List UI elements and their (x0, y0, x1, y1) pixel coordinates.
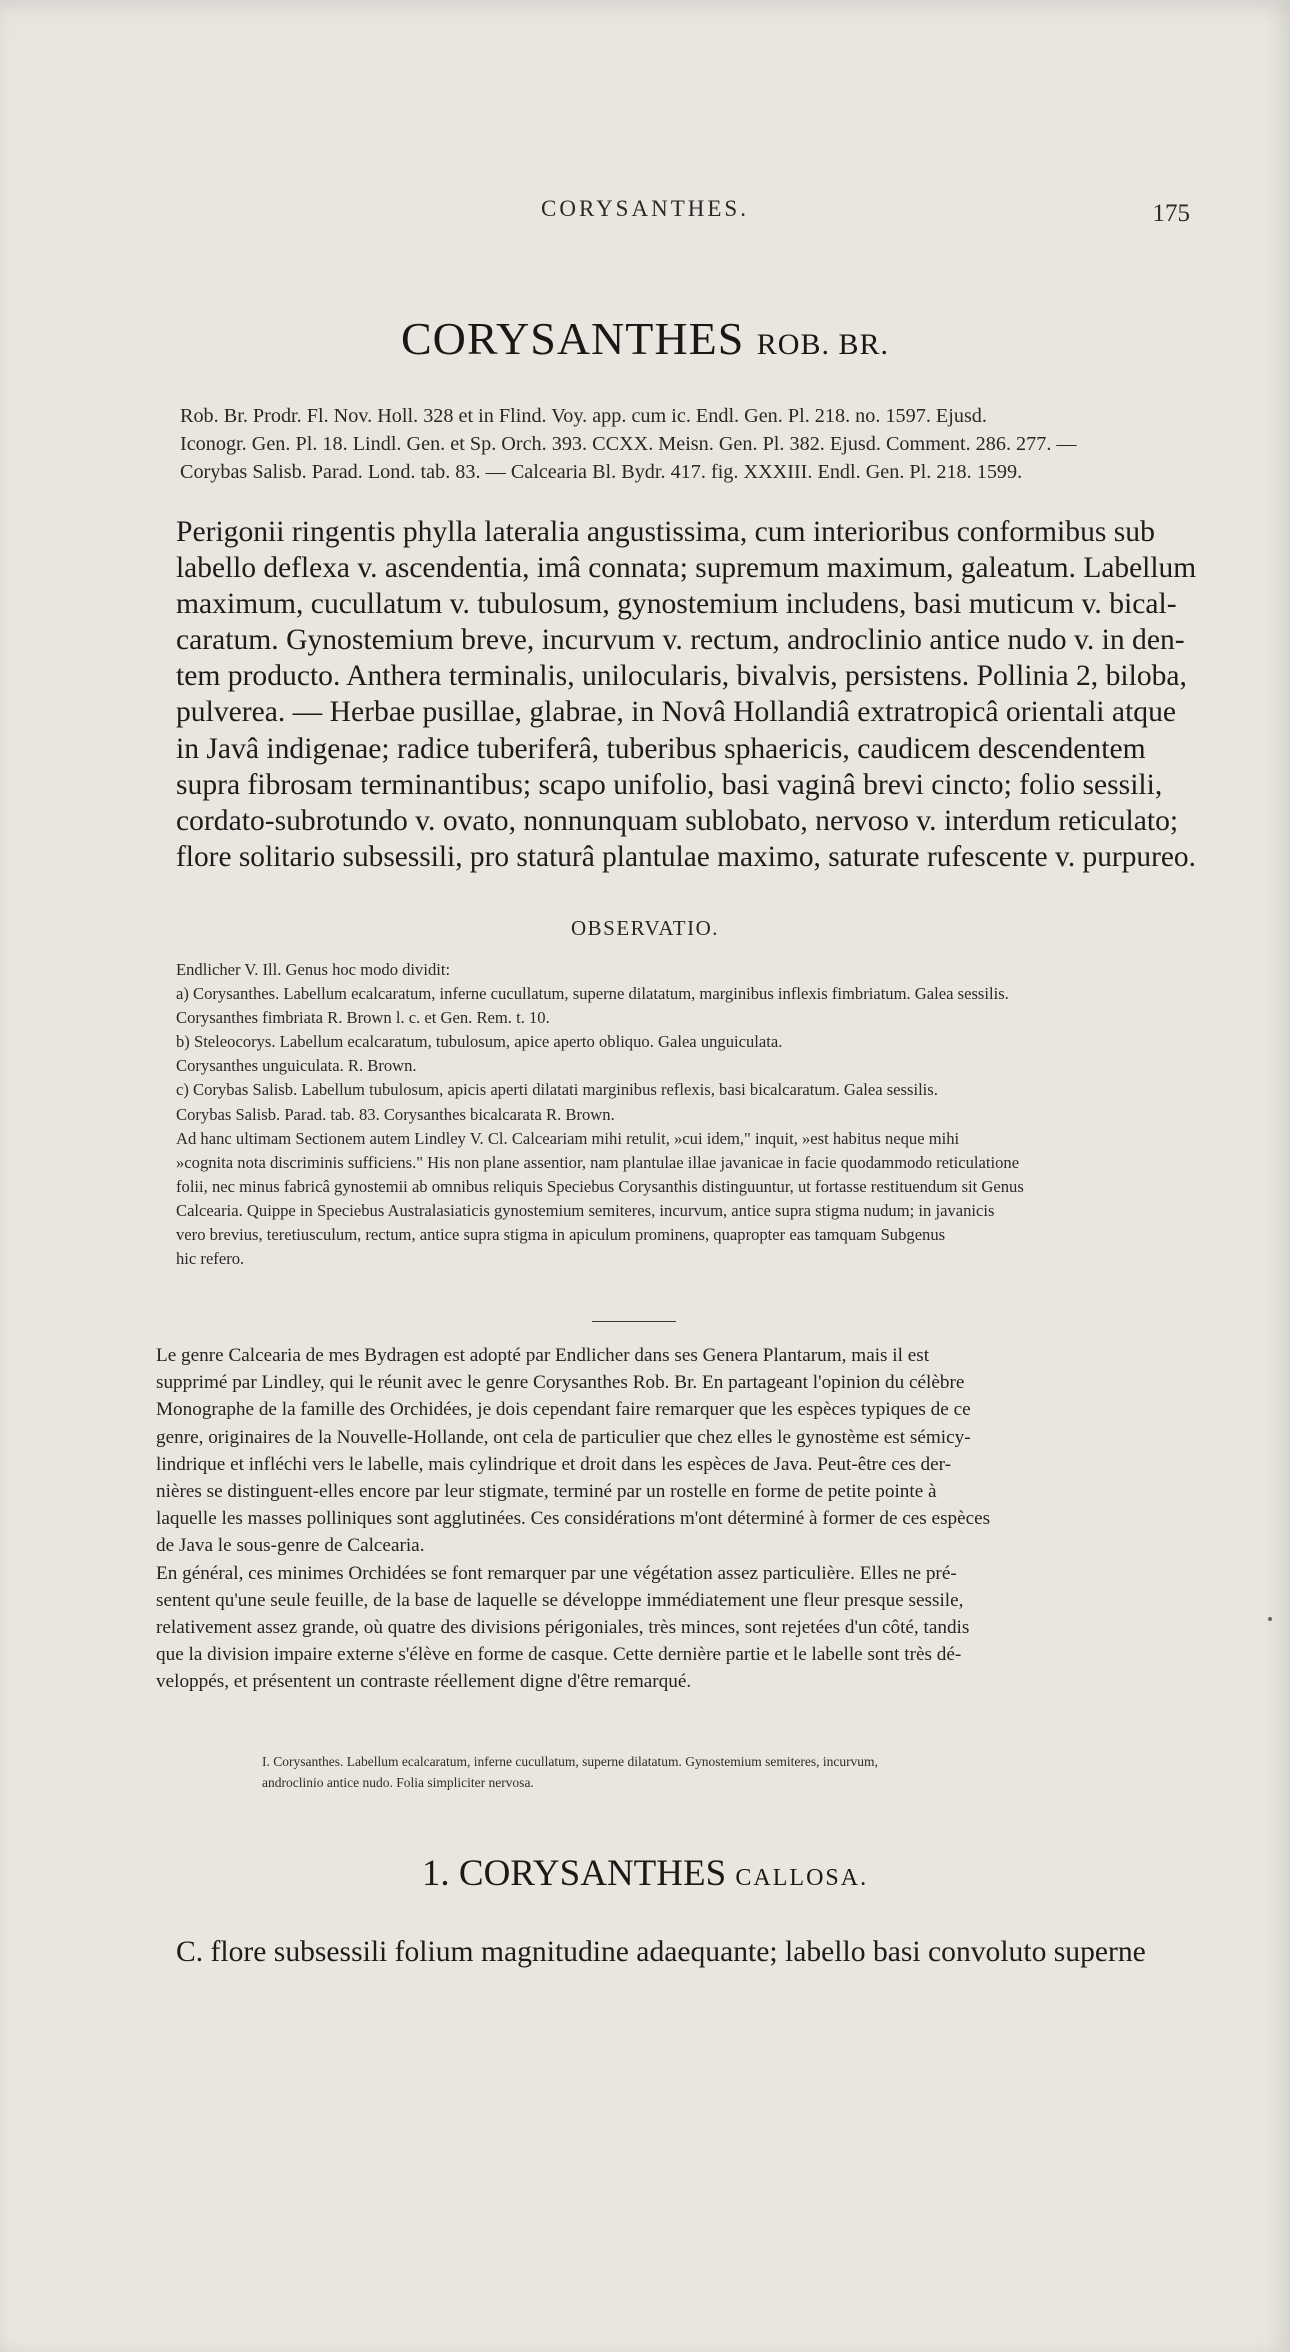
species-number: 1. (421, 1853, 450, 1894)
genus-description (176, 514, 1196, 875)
species-diagnosis (176, 1934, 1196, 1970)
commentary-line: veloppés, et présentent un contraste réellement digne d'être remarqué. (156, 1671, 692, 1693)
commentary-line: sentent qu'une seule feuille, de la base de laquelle se développe immédiatement une fleur presque sessile, (156, 1589, 964, 1611)
observatio-line: b) Steleocorys. Labellum ecalcaratum, tubulosum, apice aperto obliquo. Galea unguiculata. (176, 1032, 783, 1052)
genus-title (0, 312, 1290, 365)
description-line: maximum, cucullatum v. tubulosum, gynostemium includens, basi muticum v. bical- (176, 588, 1177, 621)
french-commentary (156, 1342, 1196, 1696)
commentary-line: Monographe de la famille des Orchidées, je dois cependant faire remarquer que les espèces typiques de ce (156, 1399, 971, 1421)
commentary-line: laquelle les masses polliniques sont agglutinées. Ces considérations m'ont déterminé à former de ces espèces (156, 1508, 991, 1530)
commentary-line: nières se distinguent-elles encore par leur stigmate, terminé par un rostelle en forme de petite pointe à (156, 1481, 937, 1503)
observatio-text (176, 958, 1194, 1271)
subgenus-key (262, 1751, 1122, 1793)
observatio-line: vero brevius, teretiusculum, rectum, antice supra stigma in apiculum prominens, quapropter eas tamquam Subgenus (176, 1225, 946, 1245)
genus-name: CORYSANTHES (400, 313, 745, 364)
commentary-line: genre, originaires de la Nouvelle-Hollande, ont cela de particulier que chez elles le gynostème est sémicy- (156, 1426, 971, 1448)
running-head: CORYSANTHES. (541, 196, 749, 221)
commentary-line: que la division impaire externe s'élève en forme de casque. Cette dernière partie et le labelle sont très dé- (156, 1644, 962, 1666)
observatio-line: folii, nec minus fabricâ gynostemii ab omnibus reliquis Speciebus Corysanthis distinguuntur, ut fortasse restituendum sit Genus (176, 1176, 1024, 1196)
paper-speck (1268, 1617, 1272, 1621)
description-line: flore solitario subsessili, pro staturâ plantulae maximo, saturate rufescente v. purpureo. (176, 840, 1196, 873)
observatio-line: Corybas Salisb. Parad. tab. 83. Corysanthes bicalcarata R. Brown. (176, 1104, 615, 1124)
observatio-line: Ad hanc ultimam Sectionem autem Lindley V. Cl. Calceariam mihi retulit, »cui idem," inquit, »est habitus neque mihi (176, 1128, 960, 1148)
description-line: caratum. Gynostemium breve, incurvum v. rectum, androclinio antice nudo v. in den- (176, 624, 1185, 657)
observatio-line: a) Corysanthes. Labellum ecalcaratum, inferne cucullatum, superne dilatatum, marginibus inflexis fimbriatum. Galea sessilis. (176, 984, 1009, 1004)
description-line: cordato-subrotundo v. ovato, nonnunquam sublobato, nervoso v. interdum reticulato; (176, 804, 1179, 837)
reference-line: Corybas Salisb. Parad. Lond. tab. 83. — Calcearia Bl. Bydr. 417. fig. XXXIII. Endl. Gen. Pl. 218. 1599. (180, 461, 1023, 483)
description-line: Perigonii ringentis phylla lateralia angustissima, cum interioribus conformibus sub (176, 516, 1155, 548)
observatio-line: Corysanthes fimbriata R. Brown l. c. et Gen. Rem. t. 10. (176, 1008, 550, 1028)
key-line: androclinio antice nudo. Folia simpliciter nervosa. (262, 1775, 534, 1790)
synonymy-references (180, 402, 1195, 486)
description-line: supra fibrosam terminantibus; scapo unifolio, basi vaginâ brevi cincto; folio sessili, (176, 768, 1163, 801)
species-genus: CORYSANTHES (458, 1853, 727, 1894)
description-line: labello deflexa v. ascendentia, imâ connata; supremum maximum, galeatum. Labellum (176, 552, 1197, 585)
observatio-heading: OBSERVATIO. (570, 916, 720, 940)
genus-authority: ROB. BR. (756, 328, 889, 361)
commentary-line: relativement assez grande, où quatre des divisions périgoniales, très minces, sont rejetées d'un côté, tandis (156, 1617, 970, 1639)
section-divider (592, 1321, 676, 1322)
observatio-line: Corysanthes unguiculata. R. Brown. (176, 1056, 417, 1076)
diagnosis-line: C. flore subsessili folium magnitudine adaequante; labello basi convoluto superne (176, 1936, 1146, 1968)
commentary-line: de Java le sous-genre de Calcearia. (156, 1535, 425, 1557)
reference-line: Iconogr. Gen. Pl. 18. Lindl. Gen. et Sp. Orch. 393. CCXX. Meisn. Gen. Pl. 382. Ejusd. Comment. 286. 277. — (180, 433, 1077, 455)
commentary-line: Le genre Calcearia de mes Bydragen est adopté par Endlicher dans ses Genera Plantarum, mais il est (156, 1345, 930, 1366)
page-number: 175 (1152, 200, 1190, 227)
species-title (0, 1852, 1290, 1895)
commentary-line: lindrique et infléchi vers le labelle, mais cylindrique et droit dans les espèces de Java. Peut-être ces der- (156, 1453, 952, 1475)
description-line: pulverea. — Herbae pusillae, glabrae, in Novâ Hollandiâ extratropicâ orientali atque (176, 696, 1177, 729)
observatio-line: hic refero. (176, 1249, 245, 1269)
observatio-line: Calcearia. Quippe in Speciebus Australasiaticis gynostemium semiteres, incurvum, antice supra stigma nudum; in javanicis (176, 1200, 995, 1220)
observatio-line: c) Corybas Salisb. Labellum tubulosum, apicis aperti dilatati marginibus reflexis, basi bicalcaratum. Galea sessilis. (176, 1080, 938, 1100)
reference-line: Rob. Br. Prodr. Fl. Nov. Holl. 328 et in Flind. Voy. app. cum ic. Endl. Gen. Pl. 218. no. 1597. Ejusd. (180, 405, 987, 427)
observatio-line: Endlicher V. Ill. Genus hoc modo dividit: (176, 960, 451, 979)
species-epithet: CALLOSA. (735, 1865, 869, 1891)
description-line: tem producto. Anthera terminalis, unilocularis, bivalvis, persistens. Pollinia 2, biloba, (176, 660, 1187, 693)
commentary-line: supprimé par Lindley, qui le réunit avec le genre Corysanthes Rob. Br. En partageant l'opinion du célèbre (156, 1372, 965, 1394)
observatio-line: »cognita nota discriminis sufficiens." His non plane assentior, nam plantulae illae javanicae in facie quodammodo reticulatione (176, 1152, 1020, 1172)
description-line: in Javâ indigenae; radice tuberiferâ, tuberibus sphaericis, caudicem descendentem (176, 732, 1146, 765)
key-line: I. Corysanthes. Labellum ecalcaratum, inferne cucullatum, superne dilatatum. Gynostemium semiteres, incurvum, (262, 1754, 878, 1769)
commentary-line: En général, ces minimes Orchidées se font remarquer par une végétation assez particulière. Elles ne pré- (156, 1562, 957, 1584)
